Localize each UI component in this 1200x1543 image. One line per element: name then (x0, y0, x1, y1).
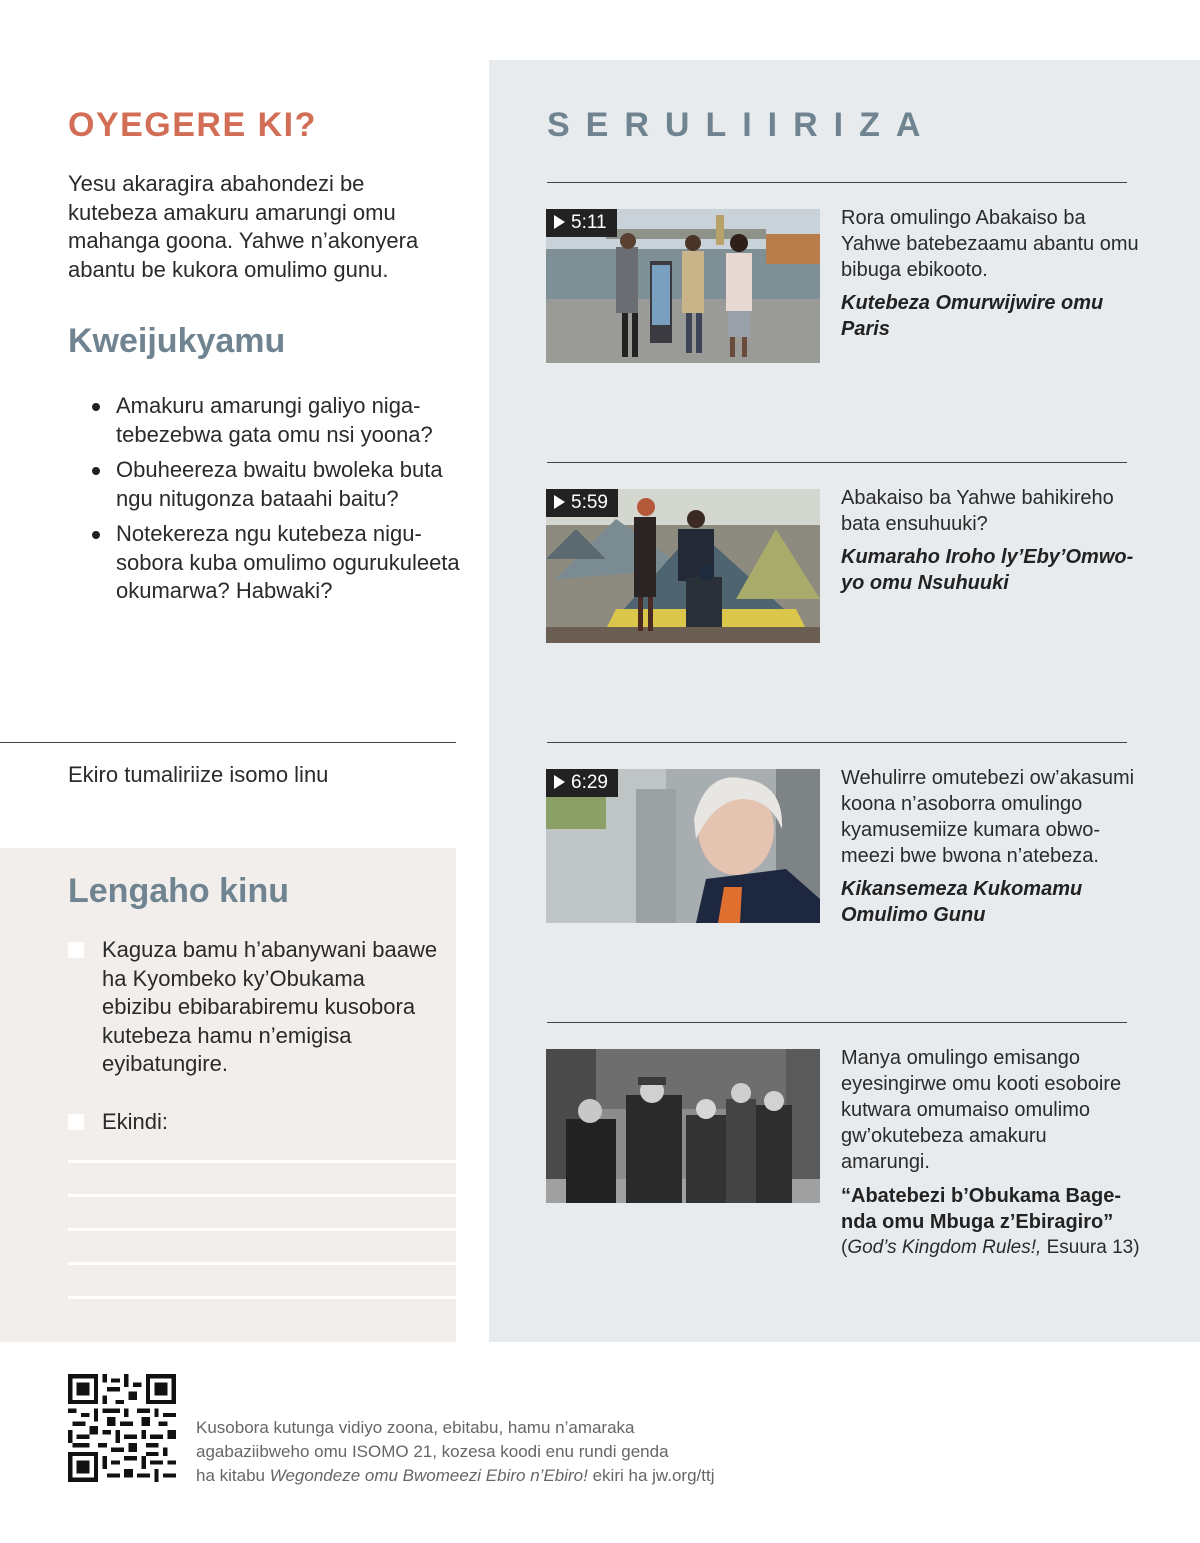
article-source: (God’s Kingdom Rules!, Esuura 13) (841, 1237, 1140, 1258)
video-title[interactable]: Kumaraho Iroho ly’Eby’Omwoyo omu Nsuhuuki (841, 546, 1134, 594)
video-divider (547, 1022, 1127, 1023)
checkbox[interactable] (68, 1114, 84, 1130)
footer-note: Kusobora kutunga vidiyo zoona, ebitabu, hamu n’amaraka agabaziibweho omu ISOMO 21, kozesa koodi enu rundi genda ha kitabu Wegondeze omu Bwomeezi Ebiro n’Ebiro! ekiri ha jw.org/ttj (196, 1418, 715, 1485)
video-title[interactable]: Kikansemeza Kukomamu Omulimo Gunu (841, 878, 1083, 926)
goal-item-other: Ekindi: (68, 1108, 438, 1137)
bullet-icon (92, 531, 100, 539)
video-description: Rora omulingo Abakaiso ba Yahwe batebezaamu abantu omu bibuga ebikooto. (841, 207, 1139, 281)
video-divider (547, 742, 1127, 743)
write-line[interactable] (68, 1296, 456, 1299)
video-description: Wehulirre omutebezi ow’akasumi koona n’asoborra omulingo kyamusemiize kumara obwomeezi bwe bwona n’atebeza. (841, 767, 1135, 867)
review-date-label: Ekiro tumaliriize isomo linu (68, 762, 329, 787)
video-thumbnail[interactable] (546, 489, 820, 643)
historic-group-photo (546, 1049, 820, 1203)
list-item: Obuheereza bwaitu bwoleka buta ngu nitugonza bataahi baitu? (92, 456, 462, 513)
video-divider (547, 182, 1127, 183)
review-questions (92, 392, 462, 613)
qr-code-icon[interactable] (68, 1374, 176, 1482)
write-line[interactable] (68, 1228, 456, 1231)
goal-box (0, 848, 456, 1342)
play-icon (554, 495, 565, 509)
checkbox[interactable] (68, 942, 84, 958)
play-icon (554, 215, 565, 229)
article-description: Manya omulingo emisango eyesingirwe omu kooti esoboire kutwara omumaiso omulimo gw’okutebeza amakuru amarungi. (841, 1047, 1122, 1173)
video-title[interactable]: Kutebeza Omurwijwire omu Paris (841, 292, 1104, 340)
section-heading-seruliiriza: SERULIIRIZA (547, 106, 937, 144)
play-icon (554, 775, 565, 789)
video-duration-badge: 5:11 (546, 209, 617, 237)
goal-item: Kaguza bamu h’abanywani baawe ha Kyombeko ky’Obukama ebizibu ebibarabiremu kusobora kutebeza hamu n’emigisa eyibatungire. (68, 936, 438, 1079)
review-heading: Kweijukyamu (68, 322, 286, 360)
section-heading-oyegere: OYEGERE KI? (68, 106, 317, 144)
list-item: Notekereza ngu kutebeza nigusobora kuba omulimo ogurukuleeta okumarwa? Habwaki? (92, 520, 462, 606)
video-description: Abakaiso ba Yahwe bahikireho bata ensuhuuki? (841, 487, 1114, 535)
bullet-icon (92, 403, 100, 411)
left-divider (0, 742, 456, 743)
video-thumbnail[interactable] (546, 209, 820, 363)
video-divider (547, 462, 1127, 463)
write-line[interactable] (68, 1194, 456, 1197)
video-duration-badge: 6:29 (546, 769, 618, 797)
article-title[interactable]: “Abatebezi b’Obukama Bagenda omu Mbuga z’Ebiragiro” (841, 1185, 1122, 1233)
intro-paragraph: Yesu akaragira abahondezi be kutebeza amakuru amarungi omu mahanga goona. Yahwe n’akonyera abantu be kukora omulimo gunu. (68, 171, 419, 282)
bullet-icon (92, 467, 100, 475)
video-duration-badge: 5:59 (546, 489, 618, 517)
goal-title: Lengaho kinu (68, 872, 289, 910)
write-line[interactable] (68, 1262, 456, 1265)
list-item: Amakuru amarungi galiyo nigatebezebwa gata omu nsi yoona? (92, 392, 462, 449)
write-line[interactable] (68, 1160, 456, 1163)
article-thumbnail[interactable] (546, 1049, 820, 1203)
video-thumbnail[interactable] (546, 769, 820, 923)
